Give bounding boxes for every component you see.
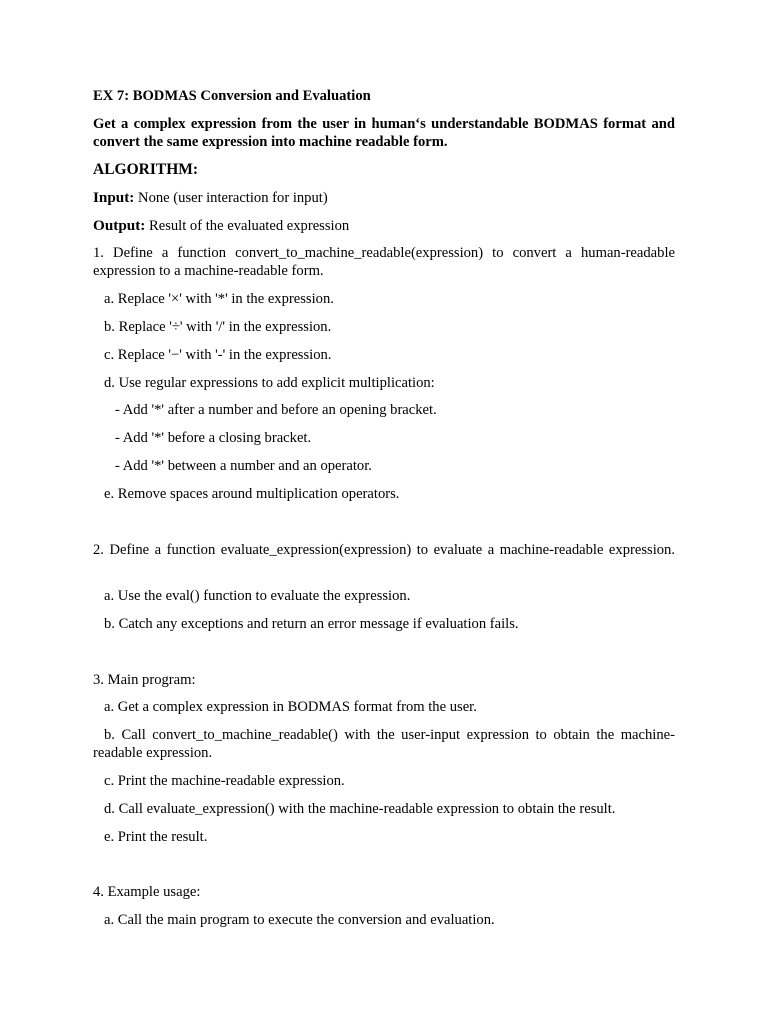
document-title: EX 7: BODMAS Conversion and Evaluation xyxy=(93,88,371,104)
step-3-b: b. Call convert_to_machine_readable() with the user-input expression to obtain the machine-readable expression. xyxy=(93,727,675,761)
input-text: None (user interaction for input) xyxy=(138,190,328,206)
output-label: Output: xyxy=(93,217,146,234)
step-1-e: e. Remove spaces around multiplication operators. xyxy=(104,486,400,502)
step-1-d-2: - Add '*' before a closing bracket. xyxy=(115,430,312,446)
step-3-e: e. Print the result. xyxy=(104,829,208,845)
step-3: 3. Main program: xyxy=(93,672,196,688)
step-1-b: b. Replace '÷' with '/' in the expression. xyxy=(104,319,332,335)
step-4: 4. Example usage: xyxy=(93,884,201,900)
step-1-a: a. Replace '×' with '*' in the expression. xyxy=(104,291,334,307)
step-2-b: b. Catch any exceptions and return an error message if evaluation fails. xyxy=(104,616,519,632)
step-3-a: a. Get a complex expression in BODMAS format from the user. xyxy=(104,699,477,715)
input-label: Input: xyxy=(93,189,135,206)
step-2: 2. Define a function evaluate_expression(expression) to evaluate a machine-readable expression. xyxy=(93,542,675,558)
step-1-d-3: - Add '*' between a number and an operator. xyxy=(115,458,372,474)
step-1-d-1: - Add '*' after a number and before an opening bracket. xyxy=(115,402,437,418)
step-1-c: c. Replace '−' with '-' in the expression. xyxy=(104,347,332,363)
aim-statement: Get a complex expression from the user in human‘s understandable BODMAS format and convert the same expression into machine readable form. xyxy=(93,116,675,150)
output-text: Result of the evaluated expression xyxy=(148,218,350,234)
input-line xyxy=(93,189,328,207)
output-line xyxy=(93,217,349,235)
step-3-d: d. Call evaluate_expression() with the machine-readable expression to obtain the result. xyxy=(104,801,616,817)
algorithm-heading: ALGORITHM: xyxy=(93,161,199,178)
step-1: 1. Define a function convert_to_machine_readable(expression) to convert a human-readable expression to a machine-readable form. xyxy=(93,245,675,279)
step-2-a: a. Use the eval() function to evaluate the expression. xyxy=(104,588,411,604)
step-1-d: d. Use regular expressions to add explicit multiplication: xyxy=(104,375,435,391)
step-4-a: a. Call the main program to execute the conversion and evaluation. xyxy=(104,912,495,928)
step-3-c: c. Print the machine-readable expression. xyxy=(104,773,345,789)
